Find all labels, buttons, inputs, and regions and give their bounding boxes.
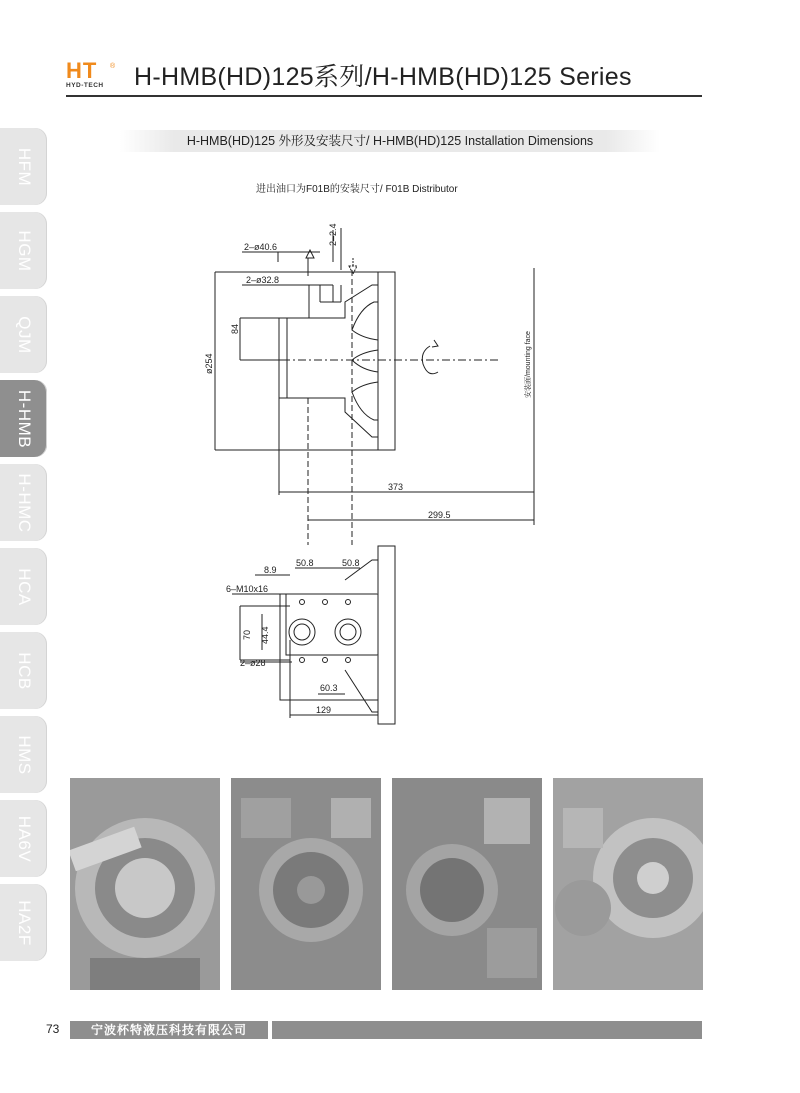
- product-photo-flange-view: [553, 778, 703, 990]
- side-tab-label: HCA: [14, 567, 34, 606]
- side-tab-hfm[interactable]: [0, 128, 47, 205]
- flange-top-view: [378, 272, 395, 450]
- side-tab-h-hmc[interactable]: [0, 464, 47, 541]
- product-photo-shaft-view: [70, 778, 220, 990]
- dim-d254: ø254: [204, 353, 214, 374]
- flange-bottom-view: [378, 546, 395, 724]
- mounting-face-label: 安装面/mounting face: [525, 331, 532, 398]
- title-divider: [66, 95, 702, 97]
- product-photo-distributor-front: [392, 778, 542, 990]
- side-tab-label: H-HMC: [14, 472, 34, 533]
- brand-logo: [66, 60, 118, 92]
- side-tab-hcb[interactable]: [0, 632, 47, 709]
- side-tab-ha6v[interactable]: [0, 800, 47, 877]
- dim-2-2-4: 2–2.4: [328, 223, 338, 246]
- side-tab-label: QJM: [14, 315, 34, 354]
- company-name: 宁波杯特液压科技有限公司: [90, 1023, 247, 1037]
- side-tab-h-hmb[interactable]: [0, 380, 47, 457]
- side-tab-label: HCB: [14, 651, 34, 690]
- side-tab-label: HGM: [14, 229, 34, 272]
- product-photos: [70, 778, 702, 990]
- dim-50-8-left: 50.8: [296, 558, 314, 568]
- page-title: H-HMB(HD)125系列/H-HMB(HD)125 Series: [134, 63, 632, 91]
- installation-drawing: [195, 210, 555, 730]
- dim-129: 129: [316, 705, 332, 715]
- side-tab-hca[interactable]: [0, 548, 47, 625]
- side-tab-qjm[interactable]: [0, 296, 47, 373]
- registered-mark: ®: [110, 63, 116, 70]
- dim-373: 373: [388, 482, 404, 492]
- logo-letters: HT: [66, 58, 98, 83]
- side-tab-ha2f[interactable]: [0, 884, 47, 961]
- dim-299-5: 299.5: [428, 510, 451, 520]
- footer-bar: [272, 1021, 702, 1039]
- side-tab-hms[interactable]: [0, 716, 47, 793]
- section-subtitle: H-HMB(HD)125 外形及安装尺寸/ H-HMB(HD)125 Installation Dimensions: [186, 134, 594, 148]
- product-photo-distributor-side: [231, 778, 381, 990]
- dim-44-4: 44.4: [260, 626, 270, 644]
- dim-60-3: 60.3: [320, 683, 338, 693]
- logo-subtext: HYD-TECH: [66, 82, 104, 89]
- page-number: 73: [46, 1022, 60, 1036]
- side-tab-hgm[interactable]: [0, 212, 47, 289]
- dim-2-d28: 2–ø28: [240, 658, 266, 668]
- dim-84: 84: [230, 323, 240, 334]
- dim-2-d40-6: 2–ø40.6: [244, 242, 278, 252]
- side-tab-label: H-HMB: [14, 389, 34, 448]
- dim-6-m10x16: 6–M10x16: [226, 584, 269, 594]
- side-tab-label: HFM: [14, 147, 34, 186]
- section-header-bar: [120, 130, 660, 152]
- dim-70: 70: [242, 629, 252, 640]
- side-tab-label: HA6V: [14, 815, 34, 862]
- dim-50-8-right: 50.8: [342, 558, 360, 568]
- side-tab-label: HA2F: [14, 899, 34, 946]
- footer-company-bar: [70, 1021, 268, 1039]
- dim-8-9: 8.9: [264, 565, 277, 575]
- dim-2-d32-8: 2–ø32.8: [246, 275, 280, 285]
- distributor-label: 进出油口为F01B的安装尺寸/ F01B Distributor: [256, 184, 458, 195]
- side-tab-label: HMS: [14, 734, 34, 775]
